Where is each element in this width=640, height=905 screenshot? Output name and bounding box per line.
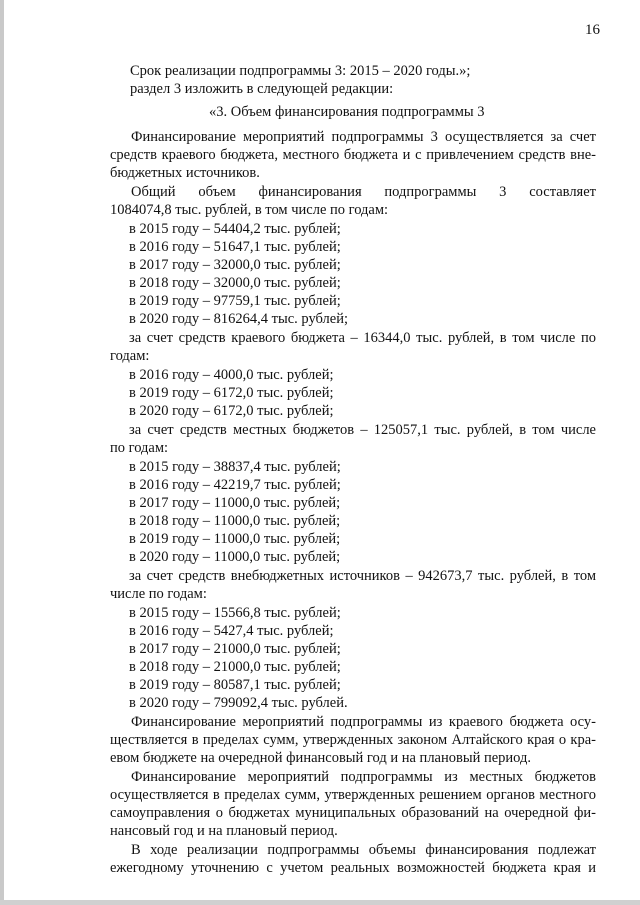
scan-left-edge (0, 0, 4, 905)
text-line: в 2018 году – 11000,0 тыс. рублей; (129, 513, 341, 529)
text-line: нансовый год и на плановый период. (110, 823, 338, 839)
text-line: в 2019 году – 80587,1 тыс. рублей; (129, 677, 341, 693)
text-line: в 2015 году – 15566,8 тыс. рублей; (129, 605, 341, 621)
text-line: в 2017 году – 21000,0 тыс. рублей; (129, 641, 341, 657)
text-line: раздел 3 изложить в следующей редакции: (130, 81, 394, 97)
text-line: Финансирование мероприятий подпрограммы из местных бюджетов (131, 769, 596, 785)
text-line: в 2020 году – 799092,4 тыс. рублей. (129, 695, 348, 711)
text-line: евом бюджете на очередной финансовый год и на плановый период. (110, 750, 532, 766)
text-line: годам: (110, 348, 150, 364)
text-line: в 2020 году – 6172,0 тыс. рублей; (129, 403, 334, 419)
text-line: бюджетных источников. (110, 165, 260, 181)
text-line: в 2020 году – 816264,4 тыс. рублей; (129, 311, 349, 327)
text-line: в 2017 году – 11000,0 тыс. рублей; (129, 495, 341, 511)
text-line: в 2015 году – 38837,4 тыс. рублей; (129, 459, 341, 475)
text-line: в 2019 году – 97759,1 тыс. рублей; (129, 293, 341, 309)
text-line: в 2016 году – 42219,7 тыс. рублей; (129, 477, 341, 493)
text-line: за счет средств внебюджетных источников – 942673,7 тыс. рублей, в том (129, 568, 596, 584)
text-line: осуществляется в пределах сумм, утвержденных решением органов местного (110, 787, 596, 803)
text-line: средств краевого бюджета, местного бюджета и с привлечением средств вне- (110, 147, 596, 163)
scan-bottom-edge (0, 900, 640, 905)
text-line: в 2016 году – 51647,1 тыс. рублей; (129, 239, 341, 255)
text-line: в 2020 году – 11000,0 тыс. рублей; (129, 549, 341, 565)
text-line: по годам: (110, 440, 169, 456)
text-line: в 2019 году – 11000,0 тыс. рублей; (129, 531, 341, 547)
text-line: 1084074,8 тыс. рублей, в том числе по годам: (110, 202, 389, 218)
text-line: в 2016 году – 4000,0 тыс. рублей; (129, 367, 334, 383)
text-line: за счет средств краевого бюджета – 16344,0 тыс. рублей, в том числе по (129, 330, 596, 346)
text-line: ществляется в пределах сумм, утвержденных законом Алтайского края о кра- (110, 732, 596, 748)
text-line: Общий объем финансирования подпрограммы 3 составляет (131, 184, 596, 200)
text-line: Финансирование мероприятий подпрограммы из краевого бюджета осу- (131, 714, 596, 730)
text-line: В ходе реализации подпрограммы объемы финансирования подлежат (131, 842, 596, 858)
text-line: в 2018 году – 21000,0 тыс. рублей; (129, 659, 341, 675)
text-line: Срок реализации подпрограммы 3: 2015 – 2020 годы.»; (130, 63, 471, 79)
text-line: «3. Объем финансирования подпрограммы 3 (209, 104, 485, 120)
text-line: в 2015 году – 54404,2 тыс. рублей; (129, 221, 341, 237)
text-line: в 2019 году – 6172,0 тыс. рублей; (129, 385, 334, 401)
page-number: 16 (585, 22, 600, 38)
text-line: ежегодному уточнению с учетом реальных возможностей бюджета края и (110, 860, 596, 876)
text-line: числе по годам: (110, 586, 207, 602)
text-line: Финансирование мероприятий подпрограммы 3 осуществляется за счет (131, 129, 596, 145)
text-line: в 2017 году – 32000,0 тыс. рублей; (129, 257, 341, 273)
text-line: в 2018 году – 32000,0 тыс. рублей; (129, 275, 341, 291)
text-line: самоуправления о бюджетах муниципальных образований на очередной фи- (110, 805, 596, 821)
text-line: за счет средств местных бюджетов – 125057,1 тыс. рублей, в том числе (129, 422, 596, 438)
text-line: в 2016 году – 5427,4 тыс. рублей; (129, 623, 334, 639)
